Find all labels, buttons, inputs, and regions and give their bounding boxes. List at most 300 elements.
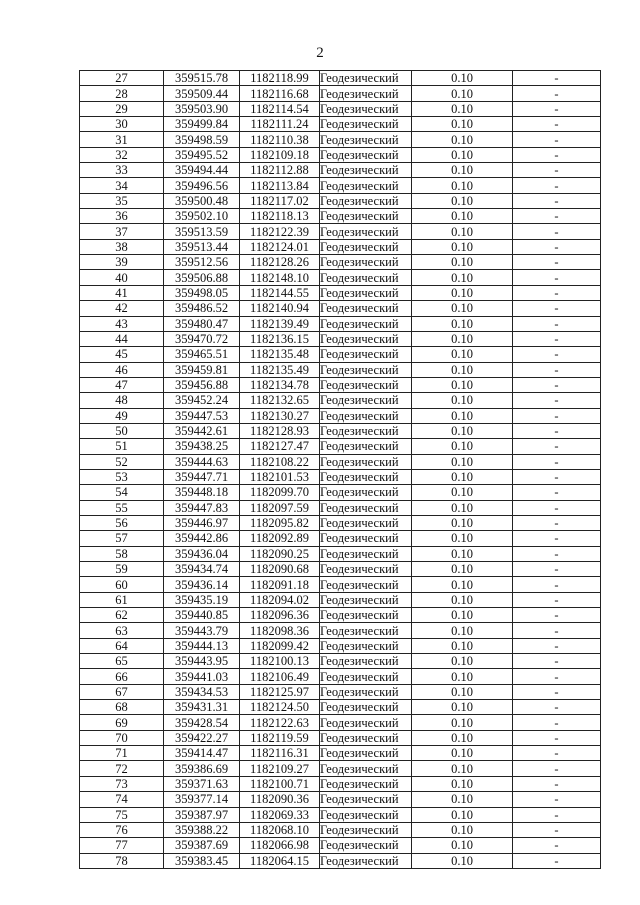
precision-cell: 0.10 — [412, 408, 513, 423]
precision-cell: 0.10 — [412, 347, 513, 362]
point-number-cell: 51 — [80, 439, 164, 454]
method-cell: Геодезический — [320, 822, 412, 837]
table-row — [80, 469, 601, 484]
table-row — [80, 654, 601, 669]
note-cell: - — [513, 746, 601, 761]
note-cell: - — [513, 362, 601, 377]
point-number-cell: 61 — [80, 592, 164, 607]
table-row — [80, 301, 601, 316]
table-row — [80, 86, 601, 101]
precision-cell: 0.10 — [412, 515, 513, 530]
precision-cell: 0.10 — [412, 715, 513, 730]
page-number: 2 — [316, 45, 324, 61]
coordinate-y-cell: 1182100.71 — [240, 776, 320, 791]
precision-cell: 0.10 — [412, 377, 513, 392]
method-cell: Геодезический — [320, 117, 412, 132]
coordinate-x-cell: 359383.45 — [164, 853, 240, 868]
coordinate-y-cell: 1182090.68 — [240, 562, 320, 577]
method-cell: Геодезический — [320, 485, 412, 500]
precision-cell: 0.10 — [412, 700, 513, 715]
precision-cell: 0.10 — [412, 669, 513, 684]
point-number-cell: 47 — [80, 377, 164, 392]
point-number-cell: 68 — [80, 700, 164, 715]
coordinate-x-cell: 359513.44 — [164, 239, 240, 254]
point-number-cell: 32 — [80, 147, 164, 162]
coordinate-x-cell: 359436.14 — [164, 577, 240, 592]
precision-cell: 0.10 — [412, 117, 513, 132]
point-number-cell: 64 — [80, 638, 164, 653]
note-cell: - — [513, 638, 601, 653]
method-cell: Геодезический — [320, 454, 412, 469]
coordinate-x-cell: 359494.44 — [164, 163, 240, 178]
precision-cell: 0.10 — [412, 301, 513, 316]
table-row — [80, 577, 601, 592]
table-row — [80, 408, 601, 423]
precision-cell: 0.10 — [412, 316, 513, 331]
coordinate-y-cell: 1182110.38 — [240, 132, 320, 147]
method-cell: Геодезический — [320, 577, 412, 592]
table-row — [80, 608, 601, 623]
note-cell: - — [513, 700, 601, 715]
coordinate-x-cell: 359502.10 — [164, 209, 240, 224]
coordinate-y-cell: 1182101.53 — [240, 469, 320, 484]
coordinate-x-cell: 359387.69 — [164, 838, 240, 853]
coordinate-y-cell: 1182148.10 — [240, 270, 320, 285]
point-number-cell: 58 — [80, 546, 164, 561]
note-cell: - — [513, 485, 601, 500]
coordinate-y-cell: 1182118.13 — [240, 209, 320, 224]
method-cell: Геодезический — [320, 147, 412, 162]
coordinate-x-cell: 359435.19 — [164, 592, 240, 607]
coordinate-x-cell: 359470.72 — [164, 331, 240, 346]
coordinate-x-cell: 359515.78 — [164, 71, 240, 86]
note-cell: - — [513, 147, 601, 162]
note-cell: - — [513, 439, 601, 454]
precision-cell: 0.10 — [412, 531, 513, 546]
precision-cell: 0.10 — [412, 193, 513, 208]
note-cell: - — [513, 132, 601, 147]
note-cell: - — [513, 71, 601, 86]
coordinate-y-cell: 1182098.36 — [240, 623, 320, 638]
note-cell: - — [513, 715, 601, 730]
method-cell: Геодезический — [320, 71, 412, 86]
note-cell: - — [513, 178, 601, 193]
method-cell: Геодезический — [320, 163, 412, 178]
coordinate-y-cell: 1182091.18 — [240, 577, 320, 592]
coordinate-y-cell: 1182127.47 — [240, 439, 320, 454]
method-cell: Геодезический — [320, 638, 412, 653]
note-cell: - — [513, 608, 601, 623]
coordinate-y-cell: 1182096.36 — [240, 608, 320, 623]
note-cell: - — [513, 117, 601, 132]
point-number-cell: 27 — [80, 71, 164, 86]
point-number-cell: 74 — [80, 792, 164, 807]
table-row — [80, 684, 601, 699]
coordinate-x-cell: 359388.22 — [164, 822, 240, 837]
coordinate-x-cell: 359428.54 — [164, 715, 240, 730]
note-cell: - — [513, 592, 601, 607]
precision-cell: 0.10 — [412, 147, 513, 162]
table-row — [80, 853, 601, 868]
coordinate-y-cell: 1182108.22 — [240, 454, 320, 469]
point-number-cell: 75 — [80, 807, 164, 822]
precision-cell: 0.10 — [412, 608, 513, 623]
coordinate-x-cell: 359438.25 — [164, 439, 240, 454]
method-cell: Геодезический — [320, 270, 412, 285]
table-row — [80, 193, 601, 208]
method-cell: Геодезический — [320, 423, 412, 438]
precision-cell: 0.10 — [412, 163, 513, 178]
note-cell: - — [513, 515, 601, 530]
point-number-cell: 46 — [80, 362, 164, 377]
coordinate-y-cell: 1182094.02 — [240, 592, 320, 607]
coordinates-table — [79, 70, 601, 869]
note-cell: - — [513, 546, 601, 561]
coordinate-x-cell: 359447.53 — [164, 408, 240, 423]
point-number-cell: 52 — [80, 454, 164, 469]
table-row — [80, 255, 601, 270]
coordinates-table-body — [80, 71, 601, 869]
point-number-cell: 67 — [80, 684, 164, 699]
coordinate-x-cell: 359434.53 — [164, 684, 240, 699]
method-cell: Геодезический — [320, 592, 412, 607]
method-cell: Геодезический — [320, 469, 412, 484]
table-row — [80, 638, 601, 653]
note-cell: - — [513, 331, 601, 346]
coordinate-x-cell: 359377.14 — [164, 792, 240, 807]
coordinate-x-cell: 359443.95 — [164, 654, 240, 669]
method-cell: Геодезический — [320, 700, 412, 715]
coordinate-y-cell: 1182136.15 — [240, 331, 320, 346]
coordinate-y-cell: 1182135.48 — [240, 347, 320, 362]
table-row — [80, 761, 601, 776]
method-cell: Геодезический — [320, 531, 412, 546]
point-number-cell: 73 — [80, 776, 164, 791]
coordinate-y-cell: 1182128.93 — [240, 423, 320, 438]
coordinate-y-cell: 1182116.31 — [240, 746, 320, 761]
table-row — [80, 776, 601, 791]
point-number-cell: 41 — [80, 285, 164, 300]
table-row — [80, 377, 601, 392]
precision-cell: 0.10 — [412, 730, 513, 745]
coordinate-x-cell: 359498.59 — [164, 132, 240, 147]
point-number-cell: 53 — [80, 469, 164, 484]
method-cell: Геодезический — [320, 362, 412, 377]
table-row — [80, 454, 601, 469]
coordinate-y-cell: 1182109.18 — [240, 147, 320, 162]
coordinate-x-cell: 359509.44 — [164, 86, 240, 101]
table-row — [80, 792, 601, 807]
precision-cell: 0.10 — [412, 86, 513, 101]
table-row — [80, 178, 601, 193]
precision-cell: 0.10 — [412, 654, 513, 669]
coordinate-y-cell: 1182090.25 — [240, 546, 320, 561]
note-cell: - — [513, 853, 601, 868]
coordinate-x-cell: 359447.71 — [164, 469, 240, 484]
coordinate-x-cell: 359456.88 — [164, 377, 240, 392]
coordinate-y-cell: 1182135.49 — [240, 362, 320, 377]
precision-cell: 0.10 — [412, 255, 513, 270]
table-row — [80, 285, 601, 300]
coordinate-y-cell: 1182117.02 — [240, 193, 320, 208]
table-row — [80, 347, 601, 362]
coordinate-y-cell: 1182112.88 — [240, 163, 320, 178]
method-cell: Геодезический — [320, 393, 412, 408]
table-row — [80, 71, 601, 86]
method-cell: Геодезический — [320, 730, 412, 745]
note-cell: - — [513, 377, 601, 392]
point-number-cell: 57 — [80, 531, 164, 546]
coordinate-x-cell: 359444.13 — [164, 638, 240, 653]
method-cell: Геодезический — [320, 500, 412, 515]
coordinate-x-cell: 359441.03 — [164, 669, 240, 684]
method-cell: Геодезический — [320, 546, 412, 561]
coordinate-y-cell: 1182122.63 — [240, 715, 320, 730]
precision-cell: 0.10 — [412, 239, 513, 254]
table-row — [80, 730, 601, 745]
precision-cell: 0.10 — [412, 546, 513, 561]
coordinate-x-cell: 359506.88 — [164, 270, 240, 285]
coordinate-y-cell: 1182130.27 — [240, 408, 320, 423]
point-number-cell: 60 — [80, 577, 164, 592]
coordinate-x-cell: 359387.97 — [164, 807, 240, 822]
note-cell: - — [513, 408, 601, 423]
point-number-cell: 63 — [80, 623, 164, 638]
table-row — [80, 439, 601, 454]
table-row — [80, 746, 601, 761]
method-cell: Геодезический — [320, 408, 412, 423]
coordinate-y-cell: 1182140.94 — [240, 301, 320, 316]
coordinate-x-cell: 359495.52 — [164, 147, 240, 162]
coordinate-y-cell: 1182069.33 — [240, 807, 320, 822]
precision-cell: 0.10 — [412, 285, 513, 300]
note-cell: - — [513, 347, 601, 362]
table-row — [80, 546, 601, 561]
table-row — [80, 700, 601, 715]
coordinate-y-cell: 1182124.01 — [240, 239, 320, 254]
precision-cell: 0.10 — [412, 132, 513, 147]
point-number-cell: 34 — [80, 178, 164, 193]
point-number-cell: 44 — [80, 331, 164, 346]
coordinate-x-cell: 359436.04 — [164, 546, 240, 561]
precision-cell: 0.10 — [412, 577, 513, 592]
note-cell: - — [513, 684, 601, 699]
point-number-cell: 62 — [80, 608, 164, 623]
coordinate-y-cell: 1182066.98 — [240, 838, 320, 853]
precision-cell: 0.10 — [412, 807, 513, 822]
note-cell: - — [513, 776, 601, 791]
precision-cell: 0.10 — [412, 853, 513, 868]
point-number-cell: 33 — [80, 163, 164, 178]
table-row — [80, 562, 601, 577]
point-number-cell: 39 — [80, 255, 164, 270]
precision-cell: 0.10 — [412, 362, 513, 377]
coordinate-x-cell: 359386.69 — [164, 761, 240, 776]
note-cell: - — [513, 822, 601, 837]
precision-cell: 0.10 — [412, 500, 513, 515]
precision-cell: 0.10 — [412, 71, 513, 86]
method-cell: Геодезический — [320, 792, 412, 807]
coordinate-y-cell: 1182124.50 — [240, 700, 320, 715]
coordinate-y-cell: 1182068.10 — [240, 822, 320, 837]
point-number-cell: 76 — [80, 822, 164, 837]
coordinate-y-cell: 1182100.13 — [240, 654, 320, 669]
method-cell: Геодезический — [320, 347, 412, 362]
table-row — [80, 362, 601, 377]
point-number-cell: 43 — [80, 316, 164, 331]
note-cell: - — [513, 255, 601, 270]
method-cell: Геодезический — [320, 807, 412, 822]
note-cell: - — [513, 86, 601, 101]
coordinate-y-cell: 1182116.68 — [240, 86, 320, 101]
point-number-cell: 38 — [80, 239, 164, 254]
method-cell: Геодезический — [320, 776, 412, 791]
coordinate-y-cell: 1182122.39 — [240, 224, 320, 239]
coordinate-x-cell: 359465.51 — [164, 347, 240, 362]
note-cell: - — [513, 101, 601, 116]
note-cell: - — [513, 316, 601, 331]
point-number-cell: 55 — [80, 500, 164, 515]
precision-cell: 0.10 — [412, 101, 513, 116]
coordinate-x-cell: 359512.56 — [164, 255, 240, 270]
method-cell: Геодезический — [320, 331, 412, 346]
method-cell: Геодезический — [320, 715, 412, 730]
coordinate-y-cell: 1182118.99 — [240, 71, 320, 86]
precision-cell: 0.10 — [412, 592, 513, 607]
table-row — [80, 807, 601, 822]
note-cell: - — [513, 623, 601, 638]
table-row — [80, 592, 601, 607]
coordinate-x-cell: 359443.79 — [164, 623, 240, 638]
point-number-cell: 31 — [80, 132, 164, 147]
precision-cell: 0.10 — [412, 331, 513, 346]
point-number-cell: 69 — [80, 715, 164, 730]
method-cell: Геодезический — [320, 239, 412, 254]
note-cell: - — [513, 193, 601, 208]
method-cell: Геодезический — [320, 515, 412, 530]
coordinate-x-cell: 359442.61 — [164, 423, 240, 438]
note-cell: - — [513, 239, 601, 254]
method-cell: Геодезический — [320, 746, 412, 761]
point-number-cell: 45 — [80, 347, 164, 362]
method-cell: Геодезический — [320, 224, 412, 239]
note-cell: - — [513, 423, 601, 438]
coordinate-y-cell: 1182128.26 — [240, 255, 320, 270]
point-number-cell: 37 — [80, 224, 164, 239]
coordinate-x-cell: 359513.59 — [164, 224, 240, 239]
coordinate-x-cell: 359414.47 — [164, 746, 240, 761]
coordinate-y-cell: 1182114.54 — [240, 101, 320, 116]
method-cell: Геодезический — [320, 285, 412, 300]
table-row — [80, 331, 601, 346]
point-number-cell: 28 — [80, 86, 164, 101]
note-cell: - — [513, 270, 601, 285]
precision-cell: 0.10 — [412, 792, 513, 807]
table-row — [80, 531, 601, 546]
point-number-cell: 59 — [80, 562, 164, 577]
method-cell: Геодезический — [320, 853, 412, 868]
coordinate-x-cell: 359499.84 — [164, 117, 240, 132]
coordinate-y-cell: 1182139.49 — [240, 316, 320, 331]
coordinate-x-cell: 359480.47 — [164, 316, 240, 331]
precision-cell: 0.10 — [412, 562, 513, 577]
method-cell: Геодезический — [320, 255, 412, 270]
method-cell: Геодезический — [320, 608, 412, 623]
coordinate-y-cell: 1182106.49 — [240, 669, 320, 684]
point-number-cell: 77 — [80, 838, 164, 853]
coordinate-x-cell: 359503.90 — [164, 101, 240, 116]
method-cell: Геодезический — [320, 838, 412, 853]
precision-cell: 0.10 — [412, 776, 513, 791]
table-row — [80, 101, 601, 116]
precision-cell: 0.10 — [412, 270, 513, 285]
coordinate-x-cell: 359440.85 — [164, 608, 240, 623]
table-row — [80, 316, 601, 331]
point-number-cell: 50 — [80, 423, 164, 438]
point-number-cell: 71 — [80, 746, 164, 761]
table-row — [80, 485, 601, 500]
table-row — [80, 117, 601, 132]
coordinate-y-cell: 1182119.59 — [240, 730, 320, 745]
table-row — [80, 423, 601, 438]
note-cell: - — [513, 393, 601, 408]
precision-cell: 0.10 — [412, 746, 513, 761]
precision-cell: 0.10 — [412, 684, 513, 699]
method-cell: Геодезический — [320, 178, 412, 193]
coordinate-y-cell: 1182125.97 — [240, 684, 320, 699]
method-cell: Геодезический — [320, 377, 412, 392]
coordinate-y-cell: 1182099.42 — [240, 638, 320, 653]
table-row — [80, 270, 601, 285]
point-number-cell: 70 — [80, 730, 164, 745]
table-row — [80, 623, 601, 638]
precision-cell: 0.10 — [412, 209, 513, 224]
coordinate-y-cell: 1182113.84 — [240, 178, 320, 193]
table-row — [80, 224, 601, 239]
coordinate-x-cell: 359486.52 — [164, 301, 240, 316]
method-cell: Геодезический — [320, 132, 412, 147]
coordinate-y-cell: 1182111.24 — [240, 117, 320, 132]
note-cell: - — [513, 761, 601, 776]
precision-cell: 0.10 — [412, 454, 513, 469]
coordinate-x-cell: 359444.63 — [164, 454, 240, 469]
precision-cell: 0.10 — [412, 838, 513, 853]
method-cell: Геодезический — [320, 439, 412, 454]
point-number-cell: 36 — [80, 209, 164, 224]
coordinate-y-cell: 1182132.65 — [240, 393, 320, 408]
note-cell: - — [513, 454, 601, 469]
note-cell: - — [513, 562, 601, 577]
note-cell: - — [513, 792, 601, 807]
table-row — [80, 209, 601, 224]
coordinate-x-cell: 359448.18 — [164, 485, 240, 500]
point-number-cell: 66 — [80, 669, 164, 684]
note-cell: - — [513, 807, 601, 822]
method-cell: Геодезический — [320, 562, 412, 577]
coordinate-y-cell: 1182134.78 — [240, 377, 320, 392]
note-cell: - — [513, 531, 601, 546]
coordinate-y-cell: 1182097.59 — [240, 500, 320, 515]
note-cell: - — [513, 577, 601, 592]
method-cell: Геодезический — [320, 301, 412, 316]
point-number-cell: 40 — [80, 270, 164, 285]
table-row — [80, 669, 601, 684]
method-cell: Геодезический — [320, 623, 412, 638]
point-number-cell: 30 — [80, 117, 164, 132]
table-row — [80, 515, 601, 530]
table-row — [80, 239, 601, 254]
method-cell: Геодезический — [320, 193, 412, 208]
